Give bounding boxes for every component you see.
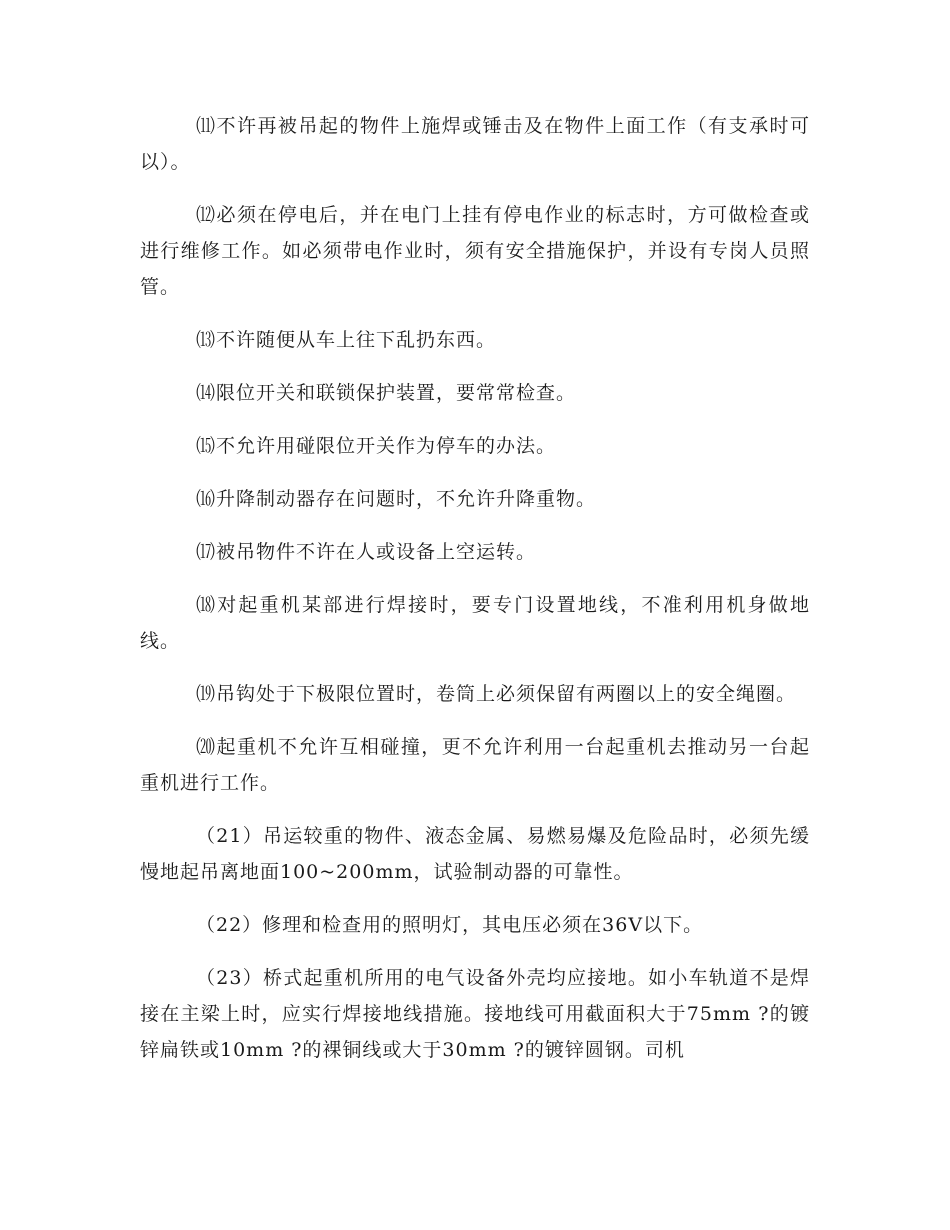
- paragraph-18: ⒅对起重机某部进行焊接时，要专门设置地线，不准利用机身做地线。: [140, 594, 810, 652]
- paragraph-16: ⒃升降制动器存在问题时，不允许升降重物。: [196, 488, 597, 510]
- paragraph-20: ⒇起重机不允许互相碰撞，更不允许利用一台起重机去推动另一台起重机进行工作。: [140, 736, 810, 794]
- document-body: [140, 108, 810, 1068]
- paragraph-15: ⒂不允许用碰限位开关作为停车的办法。: [196, 435, 557, 457]
- paragraph-23: （23）桥式起重机所用的电气设备外壳均应接地。如小车轨道不是焊接在主梁上时，应实行焊接地线措施。接地线可用截面积大于75mm ?的镀锌扁铁或10mm ?的裸铜线或大于30mm ?的镀锌圆钢。司机: [140, 967, 810, 1061]
- paragraph-13: ⒀不许随便从车上往下乱扔东西。: [196, 329, 497, 351]
- paragraph-19: ⒆吊钩处于下极限位置时，卷筒上必须保留有两圈以上的安全绳圈。: [196, 683, 797, 705]
- paragraph-12: ⑿必须在停电后，并在电门上挂有停电作业的标志时，方可做检查或进行维修工作。如必须带电作业时，须有安全措施保护，并设有专岗人员照管。: [140, 204, 810, 298]
- paragraph-17: ⒄被吊物件不许在人或设备上空运转。: [196, 541, 537, 563]
- paragraph-14: ⒁限位开关和联锁保护装置，要常常检查。: [196, 382, 577, 404]
- paragraph-21: （21）吊运较重的物件、液态金属、易燃易爆及危险品时，必须先缓慢地起吊离地面100~200mm，试验制动器的可靠性。: [140, 825, 810, 883]
- paragraph-22: （22）修理和检查用的照明灯，其电压必须在36V以下。: [196, 914, 704, 936]
- paragraph-11: ⑾不许再被吊起的物件上施焊或锤击及在物件上面工作（有支承时可以）。: [140, 115, 810, 173]
